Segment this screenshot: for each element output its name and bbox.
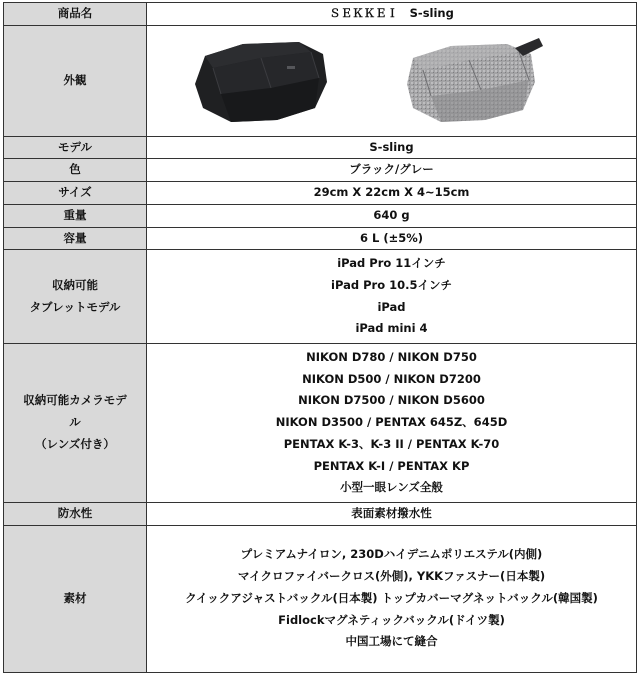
camera-item: PENTAX K-3、K-3 II / PENTAX K-70 (283, 436, 500, 451)
row-weight (4, 204, 637, 227)
value-waterproof: 表面素材撥水性 (147, 502, 637, 525)
label-tablets-line: 収納可能 (52, 277, 98, 292)
label-tablets-line: タブレットモデル (29, 299, 121, 314)
label-model: モデル (4, 136, 147, 159)
material-item: クイックアジャストバックル(日本製) トップカバーマグネットバックル(韓国製) (185, 590, 598, 605)
value-appearance (147, 25, 637, 136)
value-capacity: 6 L (±5%) (147, 227, 637, 250)
row-material (4, 525, 637, 672)
grey-bag-image (403, 38, 543, 124)
row-tablets (4, 250, 637, 344)
camera-item: PENTAX K-I / PENTAX KP (313, 458, 470, 473)
row-color (4, 159, 637, 182)
value-material (147, 525, 637, 672)
label-appearance: 外観 (4, 25, 147, 136)
material-item: プレミアムナイロン, 230Dハイデニムポリエステル(内側) (240, 547, 543, 562)
label-size: サイズ (4, 182, 147, 205)
label-color: 色 (4, 159, 147, 182)
value-model: S-sling (147, 136, 637, 159)
camera-item: NIKON D3500 / PENTAX 645Z、645D (275, 415, 508, 430)
label-capacity: 容量 (4, 227, 147, 250)
value-cameras (147, 344, 637, 503)
material-item: 中国工場にて縫合 (345, 634, 438, 649)
value-color: ブラック/グレー (147, 159, 637, 182)
label-cameras-line: 収納可能カメラモデ (23, 393, 127, 408)
row-size (4, 182, 637, 205)
tablet-item: iPad Pro 11インチ (337, 256, 446, 271)
tablet-item: iPad (377, 299, 406, 314)
label-cameras (4, 344, 147, 503)
camera-item: NIKON D500 / NIKON D7200 (302, 371, 481, 386)
tablet-item: iPad Pro 10.5インチ (331, 277, 452, 292)
row-cameras (4, 344, 637, 503)
label-tablets (4, 250, 147, 344)
tablet-item: iPad mini 4 (355, 321, 428, 336)
row-capacity (4, 227, 637, 250)
label-weight: 重量 (4, 204, 147, 227)
value-size: 29cm X 22cm X 4~15cm (147, 182, 637, 205)
value-tablets (147, 250, 637, 344)
label-product-name: 商品名 (4, 3, 147, 26)
spec-table (3, 2, 637, 673)
label-waterproof: 防水性 (4, 502, 147, 525)
label-cameras-line: （レンズ付き） (35, 436, 115, 451)
row-appearance (4, 25, 637, 136)
camera-item: NIKON D780 / NIKON D750 (306, 350, 477, 365)
bag-photos (147, 30, 636, 132)
label-material: 素材 (4, 525, 147, 672)
row-product-name (4, 3, 637, 26)
label-cameras-line: ル (69, 415, 81, 430)
material-item: マイクロファイバークロス(外側), YKKファスナー(日本製) (237, 569, 546, 584)
black-bag-image (191, 38, 331, 124)
camera-item: 小型一眼レンズ全般 (340, 480, 443, 495)
camera-item: NIKON D7500 / NIKON D5600 (298, 393, 485, 408)
row-waterproof (4, 502, 637, 525)
value-product-name: ＳＥＫＫＥＩ S-sling (147, 3, 637, 26)
row-model (4, 136, 637, 159)
value-weight: 640 g (147, 204, 637, 227)
material-item: Fidlockマグネティックバックル(ドイツ製) (278, 612, 505, 627)
